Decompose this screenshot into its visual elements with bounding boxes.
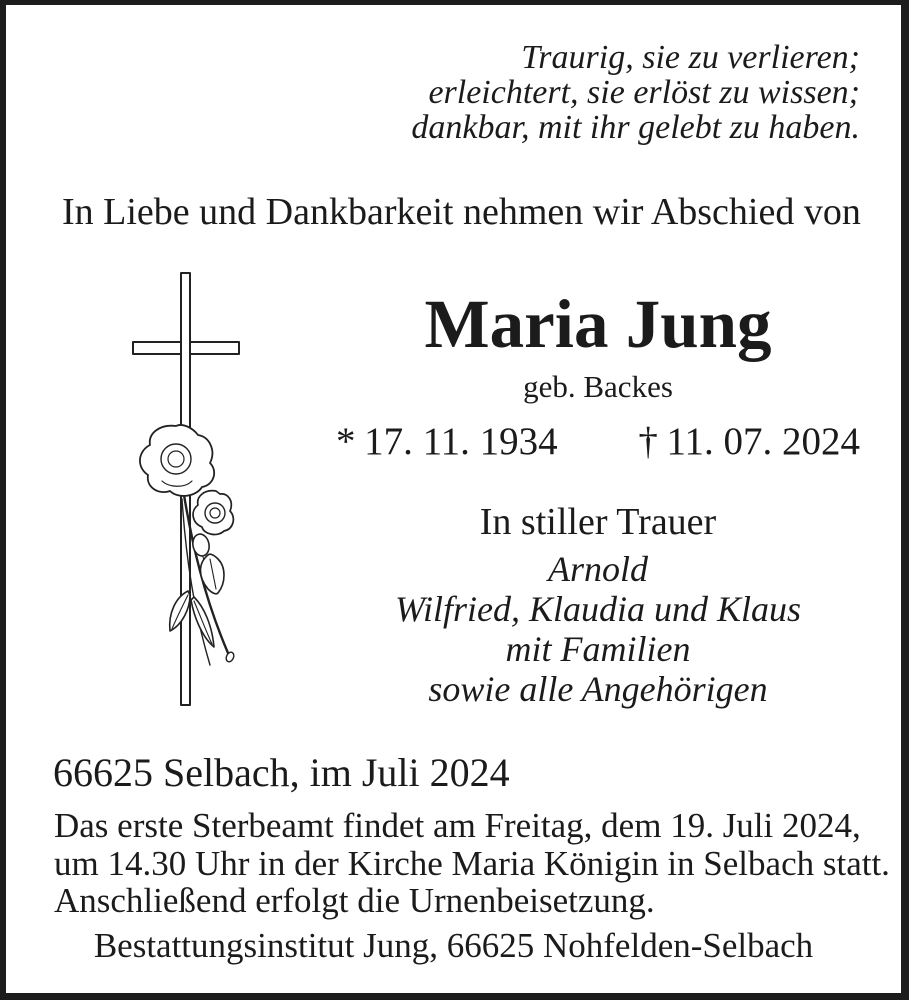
service-line-2: um 14.30 Uhr in der Kirche Maria Königin in Selbach statt. [54,843,890,883]
mourning-heading: In stiller Trauer [479,501,717,543]
service-info [54,806,890,920]
service-line-3: Anschließend erfolgt die Urnenbeisetzung. [54,881,655,920]
mourner-line-3: mit Familien [505,629,691,669]
mourner-line-1: Arnold [547,549,648,589]
deceased-name: Maria Jung [424,286,772,362]
mourner-line-4: sowie alle Angehörigen [428,669,768,709]
cross-with-roses-icon [124,267,244,712]
rose-leaves-icon [170,554,224,647]
life-dates [336,421,860,462]
maiden-name: geb. Backes [523,369,673,404]
memorial-quote [411,40,860,145]
birth-date [336,421,558,462]
farewell-line: In Liebe und Dankbarkeit nehmen wir Abschied von [62,191,861,233]
birth-star-symbol: * [336,420,356,463]
quote-line-1: Traurig, sie zu verlieren; [521,39,860,76]
quote-line-2: erleichtert, sie erlöst zu wissen; [428,74,860,111]
mourners-list [336,549,860,709]
rose-bloom-large-icon [140,425,214,496]
death-date [638,421,860,462]
death-cross-symbol: † [638,420,658,463]
death-date-value: 11. 07. 2024 [666,420,860,463]
rose-bud-icon [191,533,211,558]
mourner-line-2: Wilfried, Klaudia und Klaus [394,589,802,629]
service-line-1: Das erste Sterbeamt findet am Freitag, dem 19. Juli 2024, [54,806,861,845]
rose-bloom-small-icon [193,491,233,535]
funeral-home-line: Bestattungsinstitut Jung, 66625 Nohfelden-Selbach [93,926,814,965]
birth-date-value: 17. 11. 1934 [364,420,558,463]
quote-line-3: dankbar, mit ihr gelebt zu haben. [411,109,860,146]
place-date-line: 66625 Selbach, im Juli 2024 [53,750,510,795]
